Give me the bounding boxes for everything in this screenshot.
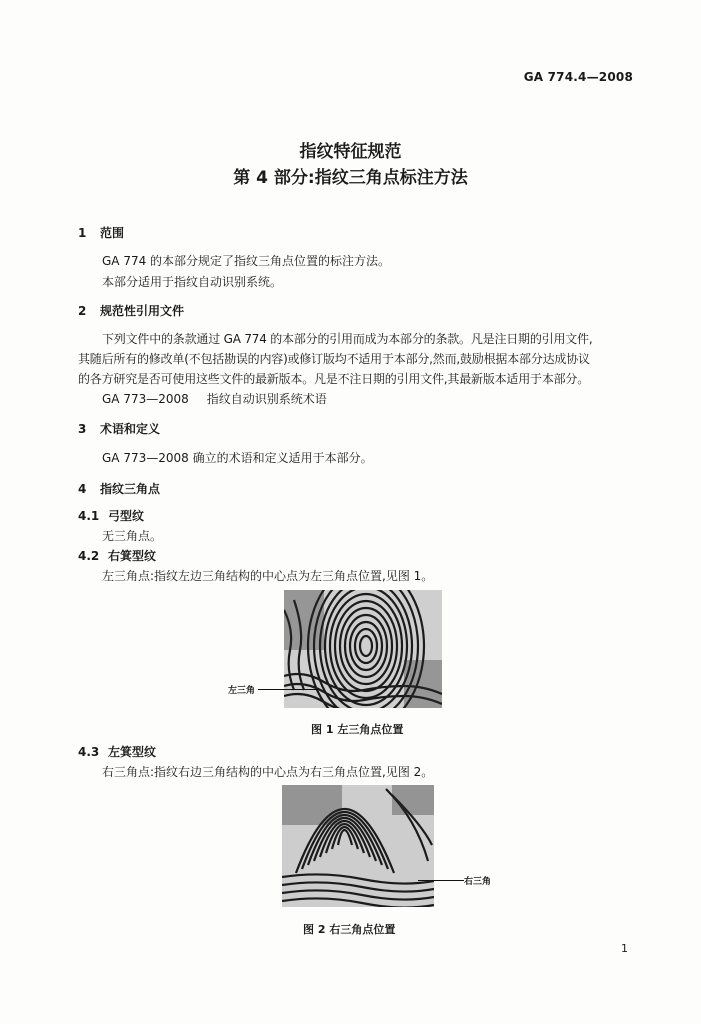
section-heading-2	[78, 302, 184, 319]
figure-caption: 图 2 右三角点位置	[303, 923, 396, 936]
section-number: 1	[78, 226, 87, 240]
section-heading-3	[78, 420, 160, 437]
section-number: 4	[78, 482, 87, 496]
section-title: 范围	[100, 226, 125, 240]
figure-caption: 图 1 左三角点位置	[311, 723, 404, 736]
fingerprint-image-left-delta	[284, 590, 442, 708]
paragraph: GA 774 的本部分规定了指纹三角点位置的标注方法。	[102, 254, 391, 268]
section-number: 2	[78, 304, 87, 318]
normative-reference	[102, 390, 327, 407]
standard-number: GA 774.4—2008	[523, 70, 633, 84]
document-title: 指纹特征规范	[299, 142, 402, 162]
section-title: 术语和定义	[100, 422, 161, 436]
section-title: 弓型纹	[108, 509, 145, 523]
section-number: 4.1	[78, 509, 100, 523]
subsection-heading-4-3	[78, 743, 156, 760]
paragraph: 本部分适用于指纹自动识别系统。	[102, 275, 283, 289]
pointer-line	[258, 689, 318, 690]
paragraph-line: 其随后所有的修改单(不包括勘误的内容)或修订版均不适用于本部分,然而,鼓励根据本部分达成协议	[78, 352, 590, 366]
fingerprint-image-right-delta	[282, 785, 434, 907]
reference-title: 指纹自动识别系统术语	[206, 392, 327, 406]
section-title: 指纹三角点	[100, 482, 161, 496]
paragraph: 左三角点:指纹左边三角结构的中心点为左三角点位置,见图 1。	[102, 569, 434, 583]
page-number: 1	[621, 942, 628, 955]
paragraph-line: 的各方研究是否可使用这些文件的最新版本。凡是不注日期的引用文件,其最新版本适用于本部分。	[78, 372, 590, 386]
figure-label: 右三角	[464, 877, 492, 887]
subsection-heading-4-2	[78, 547, 156, 564]
section-title: 左箕型纹	[108, 745, 157, 759]
section-number: 4.3	[78, 745, 100, 759]
subsection-heading-4-1	[78, 507, 144, 524]
paragraph: 右三角点:指纹右边三角结构的中心点为右三角点位置,见图 2。	[102, 765, 434, 779]
section-title: 右箕型纹	[108, 549, 157, 563]
section-number: 4.2	[78, 549, 100, 563]
paragraph: GA 773—2008 确立的术语和定义适用于本部分。	[102, 451, 373, 465]
figure-label: 左三角	[228, 686, 256, 696]
paragraph-line: 下列文件中的条款通过 GA 774 的本部分的引用而成为本部分的条款。凡是注日期的引用文件,	[102, 332, 593, 346]
section-number: 3	[78, 422, 87, 436]
document-subtitle: 第 4 部分:指纹三角点标注方法	[233, 168, 468, 188]
section-title: 规范性引用文件	[100, 304, 185, 318]
pointer-line	[418, 880, 464, 881]
paragraph: 无三角点。	[102, 529, 163, 543]
reference-code: GA 773—2008	[102, 392, 189, 406]
section-heading-1	[78, 224, 124, 241]
section-heading-4	[78, 480, 160, 497]
